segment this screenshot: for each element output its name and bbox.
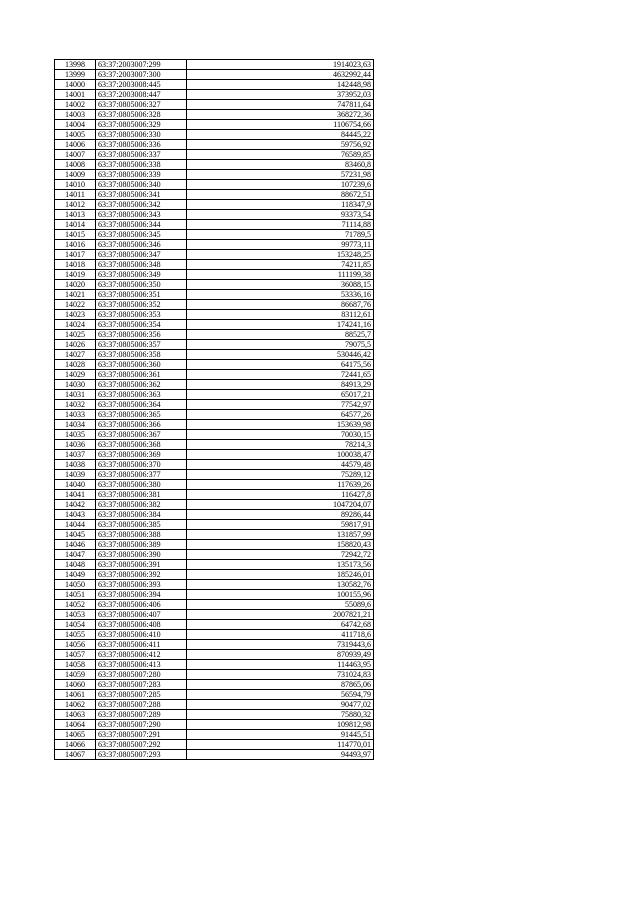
value-cell: 56594,79 — [187, 690, 374, 700]
row-number-cell: 14020 — [55, 280, 96, 290]
value-cell: 86687,76 — [187, 300, 374, 310]
row-number-cell: 14054 — [55, 620, 96, 630]
table-row — [55, 320, 374, 330]
row-number-cell: 14024 — [55, 320, 96, 330]
row-number-cell: 14026 — [55, 340, 96, 350]
table-row — [55, 470, 374, 480]
value-cell: 79075,5 — [187, 340, 374, 350]
value-cell: 44579,48 — [187, 460, 374, 470]
table-row — [55, 100, 374, 110]
value-cell: 72441,65 — [187, 370, 374, 380]
table-row — [55, 460, 374, 470]
cadastral-number-cell: 63:37:2003008:445 — [96, 80, 187, 90]
row-number-cell: 14050 — [55, 580, 96, 590]
cadastral-value-table — [54, 59, 374, 760]
cadastral-number-cell: 63:37:0805006:408 — [96, 620, 187, 630]
value-cell: 84445,22 — [187, 130, 374, 140]
table-row — [55, 110, 374, 120]
value-cell: 88525,7 — [187, 330, 374, 340]
table-row — [55, 70, 374, 80]
table-row — [55, 520, 374, 530]
table-row — [55, 510, 374, 520]
cadastral-number-cell: 63:37:0805006:367 — [96, 430, 187, 440]
cadastral-number-cell: 63:37:0805006:339 — [96, 170, 187, 180]
cadastral-number-cell: 63:37:0805006:369 — [96, 450, 187, 460]
cadastral-number-cell: 63:37:0805007:283 — [96, 680, 187, 690]
value-cell: 72942,72 — [187, 550, 374, 560]
table-row — [55, 190, 374, 200]
row-number-cell: 14060 — [55, 680, 96, 690]
cadastral-number-cell: 63:37:0805006:356 — [96, 330, 187, 340]
cadastral-number-cell: 63:37:0805006:345 — [96, 230, 187, 240]
row-number-cell: 14025 — [55, 330, 96, 340]
row-number-cell: 14011 — [55, 190, 96, 200]
row-number-cell: 14041 — [55, 490, 96, 500]
value-cell: 185246,01 — [187, 570, 374, 580]
cadastral-number-cell: 63:37:0805007:290 — [96, 720, 187, 730]
row-number-cell: 14057 — [55, 650, 96, 660]
table-row — [55, 740, 374, 750]
table-row — [55, 540, 374, 550]
row-number-cell: 14035 — [55, 430, 96, 440]
row-number-cell: 14066 — [55, 740, 96, 750]
table-row — [55, 80, 374, 90]
table-row — [55, 580, 374, 590]
cadastral-number-cell: 63:37:0805006:343 — [96, 210, 187, 220]
value-cell: 142448,98 — [187, 80, 374, 90]
value-cell: 64742,68 — [187, 620, 374, 630]
cadastral-number-cell: 63:37:0805006:377 — [96, 470, 187, 480]
table-row — [55, 480, 374, 490]
cadastral-number-cell: 63:37:2003008:447 — [96, 90, 187, 100]
row-number-cell: 14008 — [55, 160, 96, 170]
cadastral-number-cell: 63:37:0805006:364 — [96, 400, 187, 410]
cadastral-number-cell: 63:37:0805006:330 — [96, 130, 187, 140]
row-number-cell: 14009 — [55, 170, 96, 180]
cadastral-number-cell: 63:37:0805006:382 — [96, 500, 187, 510]
row-number-cell: 14049 — [55, 570, 96, 580]
value-cell: 59817,91 — [187, 520, 374, 530]
table-body — [55, 60, 374, 760]
value-cell: 94493,97 — [187, 750, 374, 760]
cadastral-number-cell: 63:37:0805006:344 — [96, 220, 187, 230]
table-row — [55, 160, 374, 170]
row-number-cell: 14027 — [55, 350, 96, 360]
value-cell: 83112,61 — [187, 310, 374, 320]
row-number-cell: 14000 — [55, 80, 96, 90]
row-number-cell: 14048 — [55, 560, 96, 570]
row-number-cell: 14018 — [55, 260, 96, 270]
row-number-cell: 14051 — [55, 590, 96, 600]
row-number-cell: 14040 — [55, 480, 96, 490]
value-cell: 100155,96 — [187, 590, 374, 600]
row-number-cell: 14044 — [55, 520, 96, 530]
cadastral-number-cell: 63:37:0805006:384 — [96, 510, 187, 520]
value-cell: 131857,99 — [187, 530, 374, 540]
table-row — [55, 630, 374, 640]
value-cell: 530446,42 — [187, 350, 374, 360]
row-number-cell: 14010 — [55, 180, 96, 190]
value-cell: 158820,43 — [187, 540, 374, 550]
table-row — [55, 430, 374, 440]
row-number-cell: 14065 — [55, 730, 96, 740]
value-cell: 153248,25 — [187, 250, 374, 260]
cadastral-number-cell: 63:37:0805007:292 — [96, 740, 187, 750]
value-cell: 55089,6 — [187, 600, 374, 610]
value-cell: 731024,83 — [187, 670, 374, 680]
value-cell: 89286,44 — [187, 510, 374, 520]
cadastral-number-cell: 63:37:0805006:354 — [96, 320, 187, 330]
table-row — [55, 560, 374, 570]
cadastral-number-cell: 63:37:0805006:346 — [96, 240, 187, 250]
cadastral-number-cell: 63:37:0805006:340 — [96, 180, 187, 190]
value-cell: 91445,51 — [187, 730, 374, 740]
cadastral-number-cell: 63:37:0805006:336 — [96, 140, 187, 150]
row-number-cell: 14014 — [55, 220, 96, 230]
row-number-cell: 14046 — [55, 540, 96, 550]
table-row — [55, 500, 374, 510]
table-row — [55, 60, 374, 70]
value-cell: 2007821,21 — [187, 610, 374, 620]
row-number-cell: 14036 — [55, 440, 96, 450]
row-number-cell: 14037 — [55, 450, 96, 460]
table-row — [55, 140, 374, 150]
table-row — [55, 250, 374, 260]
table-row — [55, 350, 374, 360]
value-cell: 71789,5 — [187, 230, 374, 240]
value-cell: 116427,8 — [187, 490, 374, 500]
table-row — [55, 310, 374, 320]
value-cell: 75880,32 — [187, 710, 374, 720]
row-number-cell: 14053 — [55, 610, 96, 620]
row-number-cell: 14043 — [55, 510, 96, 520]
table-row — [55, 90, 374, 100]
value-cell: 118347,9 — [187, 200, 374, 210]
value-cell: 83460,8 — [187, 160, 374, 170]
table-row — [55, 120, 374, 130]
table-row — [55, 240, 374, 250]
value-cell: 93373,54 — [187, 210, 374, 220]
cadastral-number-cell: 63:37:0805006:407 — [96, 610, 187, 620]
row-number-cell: 14056 — [55, 640, 96, 650]
cadastral-number-cell: 63:37:0805006:393 — [96, 580, 187, 590]
value-cell: 114770,01 — [187, 740, 374, 750]
cadastral-number-cell: 63:37:0805006:391 — [96, 560, 187, 570]
value-cell: 373952,03 — [187, 90, 374, 100]
row-number-cell: 14064 — [55, 720, 96, 730]
value-cell: 411718,6 — [187, 630, 374, 640]
table-row — [55, 260, 374, 270]
row-number-cell: 14061 — [55, 690, 96, 700]
row-number-cell: 14038 — [55, 460, 96, 470]
cadastral-number-cell: 63:37:0805006:363 — [96, 390, 187, 400]
table-row — [55, 450, 374, 460]
row-number-cell: 13999 — [55, 70, 96, 80]
cadastral-number-cell: 63:37:0805006:394 — [96, 590, 187, 600]
table-row — [55, 420, 374, 430]
row-number-cell: 14001 — [55, 90, 96, 100]
row-number-cell: 14045 — [55, 530, 96, 540]
cadastral-number-cell: 63:37:0805006:368 — [96, 440, 187, 450]
row-number-cell: 14030 — [55, 380, 96, 390]
table-row — [55, 410, 374, 420]
row-number-cell: 14022 — [55, 300, 96, 310]
table-row — [55, 690, 374, 700]
table-row — [55, 360, 374, 370]
cadastral-number-cell: 63:37:2003007:299 — [96, 60, 187, 70]
row-number-cell: 14067 — [55, 750, 96, 760]
table-row — [55, 150, 374, 160]
cadastral-number-cell: 63:37:0805006:353 — [96, 310, 187, 320]
cadastral-number-cell: 63:37:0805006:381 — [96, 490, 187, 500]
row-number-cell: 14013 — [55, 210, 96, 220]
row-number-cell: 14059 — [55, 670, 96, 680]
cadastral-number-cell: 63:37:0805006:412 — [96, 650, 187, 660]
table-row — [55, 180, 374, 190]
row-number-cell: 14042 — [55, 500, 96, 510]
row-number-cell: 14058 — [55, 660, 96, 670]
row-number-cell: 14005 — [55, 130, 96, 140]
table-row — [55, 340, 374, 350]
row-number-cell: 14047 — [55, 550, 96, 560]
value-cell: 77542,97 — [187, 400, 374, 410]
table-row — [55, 290, 374, 300]
cadastral-number-cell: 63:37:0805006:329 — [96, 120, 187, 130]
cadastral-number-cell: 63:37:0805006:341 — [96, 190, 187, 200]
value-cell: 153639,98 — [187, 420, 374, 430]
cadastral-number-cell: 63:37:0805006:388 — [96, 530, 187, 540]
row-number-cell: 14012 — [55, 200, 96, 210]
value-cell: 59756,92 — [187, 140, 374, 150]
table-row — [55, 230, 374, 240]
value-cell: 1106754,66 — [187, 120, 374, 130]
cadastral-number-cell: 63:37:0805006:385 — [96, 520, 187, 530]
row-number-cell: 14031 — [55, 390, 96, 400]
value-cell: 1914023,63 — [187, 60, 374, 70]
row-number-cell: 14055 — [55, 630, 96, 640]
table-row — [55, 300, 374, 310]
table-row — [55, 280, 374, 290]
row-number-cell: 14039 — [55, 470, 96, 480]
cadastral-number-cell: 63:37:0805006:327 — [96, 100, 187, 110]
table-row — [55, 380, 374, 390]
row-number-cell: 14029 — [55, 370, 96, 380]
table-row — [55, 490, 374, 500]
table-row — [55, 270, 374, 280]
value-cell: 74211,85 — [187, 260, 374, 270]
value-cell: 87865,06 — [187, 680, 374, 690]
table-row — [55, 730, 374, 740]
row-number-cell: 14032 — [55, 400, 96, 410]
value-cell: 111199,38 — [187, 270, 374, 280]
cadastral-number-cell: 63:37:0805006:406 — [96, 600, 187, 610]
value-cell: 107239,6 — [187, 180, 374, 190]
cadastral-number-cell: 63:37:0805006:348 — [96, 260, 187, 270]
row-number-cell: 14028 — [55, 360, 96, 370]
cadastral-number-cell: 63:37:0805006:349 — [96, 270, 187, 280]
value-cell: 53336,16 — [187, 290, 374, 300]
cadastral-number-cell: 63:37:0805006:328 — [96, 110, 187, 120]
cadastral-number-cell: 63:37:2003007:300 — [96, 70, 187, 80]
table-row — [55, 670, 374, 680]
value-cell: 64577,26 — [187, 410, 374, 420]
value-cell: 747811,64 — [187, 100, 374, 110]
cadastral-number-cell: 63:37:0805006:347 — [96, 250, 187, 260]
value-cell: 90477,02 — [187, 700, 374, 710]
cadastral-number-cell: 63:37:0805006:413 — [96, 660, 187, 670]
cadastral-number-cell: 63:37:0805006:337 — [96, 150, 187, 160]
row-number-cell: 14023 — [55, 310, 96, 320]
cadastral-number-cell: 63:37:0805006:392 — [96, 570, 187, 580]
table-row — [55, 610, 374, 620]
value-cell: 65017,21 — [187, 390, 374, 400]
table-row — [55, 750, 374, 760]
cadastral-number-cell: 63:37:0805007:285 — [96, 690, 187, 700]
row-number-cell: 14004 — [55, 120, 96, 130]
row-number-cell: 14006 — [55, 140, 96, 150]
value-cell: 109812,98 — [187, 720, 374, 730]
table-row — [55, 370, 374, 380]
table-row — [55, 720, 374, 730]
row-number-cell: 14021 — [55, 290, 96, 300]
value-cell: 4632992,44 — [187, 70, 374, 80]
table-row — [55, 590, 374, 600]
table-row — [55, 400, 374, 410]
row-number-cell: 14015 — [55, 230, 96, 240]
cadastral-number-cell: 63:37:0805006:357 — [96, 340, 187, 350]
cadastral-number-cell: 63:37:0805006:365 — [96, 410, 187, 420]
value-cell: 135173,56 — [187, 560, 374, 570]
table-row — [55, 600, 374, 610]
table-row — [55, 200, 374, 210]
table-row — [55, 390, 374, 400]
cadastral-number-cell: 63:37:0805006:338 — [96, 160, 187, 170]
cadastral-number-cell: 63:37:0805006:352 — [96, 300, 187, 310]
cadastral-number-cell: 63:37:0805006:342 — [96, 200, 187, 210]
row-number-cell: 14007 — [55, 150, 96, 160]
cadastral-number-cell: 63:37:0805006:361 — [96, 370, 187, 380]
row-number-cell: 14019 — [55, 270, 96, 280]
table-row — [55, 700, 374, 710]
cadastral-number-cell: 63:37:0805007:288 — [96, 700, 187, 710]
row-number-cell: 14063 — [55, 710, 96, 720]
table-row — [55, 660, 374, 670]
cadastral-number-cell: 63:37:0805006:410 — [96, 630, 187, 640]
cadastral-number-cell: 63:37:0805006:360 — [96, 360, 187, 370]
cadastral-number-cell: 63:37:0805006:370 — [96, 460, 187, 470]
row-number-cell: 14062 — [55, 700, 96, 710]
table-row — [55, 170, 374, 180]
value-cell: 70030,15 — [187, 430, 374, 440]
row-number-cell: 14003 — [55, 110, 96, 120]
cadastral-number-cell: 63:37:0805006:380 — [96, 480, 187, 490]
value-cell: 76589,85 — [187, 150, 374, 160]
value-cell: 130582,76 — [187, 580, 374, 590]
cadastral-number-cell: 63:37:0805006:390 — [96, 550, 187, 560]
row-number-cell: 13998 — [55, 60, 96, 70]
cadastral-number-cell: 63:37:0805006:350 — [96, 280, 187, 290]
value-cell: 174241,16 — [187, 320, 374, 330]
cadastral-number-cell: 63:37:0805006:389 — [96, 540, 187, 550]
value-cell: 71114,88 — [187, 220, 374, 230]
table-row — [55, 440, 374, 450]
row-number-cell: 14017 — [55, 250, 96, 260]
table-row — [55, 550, 374, 560]
row-number-cell: 14002 — [55, 100, 96, 110]
table-row — [55, 620, 374, 630]
value-cell: 1047204,07 — [187, 500, 374, 510]
table-row — [55, 330, 374, 340]
cadastral-number-cell: 63:37:0805007:280 — [96, 670, 187, 680]
cadastral-number-cell: 63:37:0805006:411 — [96, 640, 187, 650]
value-cell: 100038,47 — [187, 450, 374, 460]
value-cell: 57231,98 — [187, 170, 374, 180]
row-number-cell: 14052 — [55, 600, 96, 610]
table-row — [55, 210, 374, 220]
value-cell: 870939,49 — [187, 650, 374, 660]
value-cell: 99773,11 — [187, 240, 374, 250]
cadastral-number-cell: 63:37:0805006:366 — [96, 420, 187, 430]
table-row — [55, 530, 374, 540]
value-cell: 7319443,6 — [187, 640, 374, 650]
cadastral-number-cell: 63:37:0805006:362 — [96, 380, 187, 390]
table-row — [55, 220, 374, 230]
value-cell: 78214,3 — [187, 440, 374, 450]
value-cell: 84913,29 — [187, 380, 374, 390]
value-cell: 117639,26 — [187, 480, 374, 490]
table-row — [55, 710, 374, 720]
cadastral-number-cell: 63:37:0805007:291 — [96, 730, 187, 740]
table-row — [55, 680, 374, 690]
cadastral-number-cell: 63:37:0805006:351 — [96, 290, 187, 300]
table-row — [55, 570, 374, 580]
row-number-cell: 14033 — [55, 410, 96, 420]
value-cell: 75289,12 — [187, 470, 374, 480]
cadastral-number-cell: 63:37:0805006:358 — [96, 350, 187, 360]
value-cell: 36088,15 — [187, 280, 374, 290]
cadastral-number-cell: 63:37:0805007:293 — [96, 750, 187, 760]
value-cell: 64175,56 — [187, 360, 374, 370]
value-cell: 368272,36 — [187, 110, 374, 120]
table-row — [55, 640, 374, 650]
value-cell: 88672,51 — [187, 190, 374, 200]
row-number-cell: 14016 — [55, 240, 96, 250]
cadastral-number-cell: 63:37:0805007:289 — [96, 710, 187, 720]
table-row — [55, 130, 374, 140]
table-row — [55, 650, 374, 660]
value-cell: 114463,95 — [187, 660, 374, 670]
row-number-cell: 14034 — [55, 420, 96, 430]
